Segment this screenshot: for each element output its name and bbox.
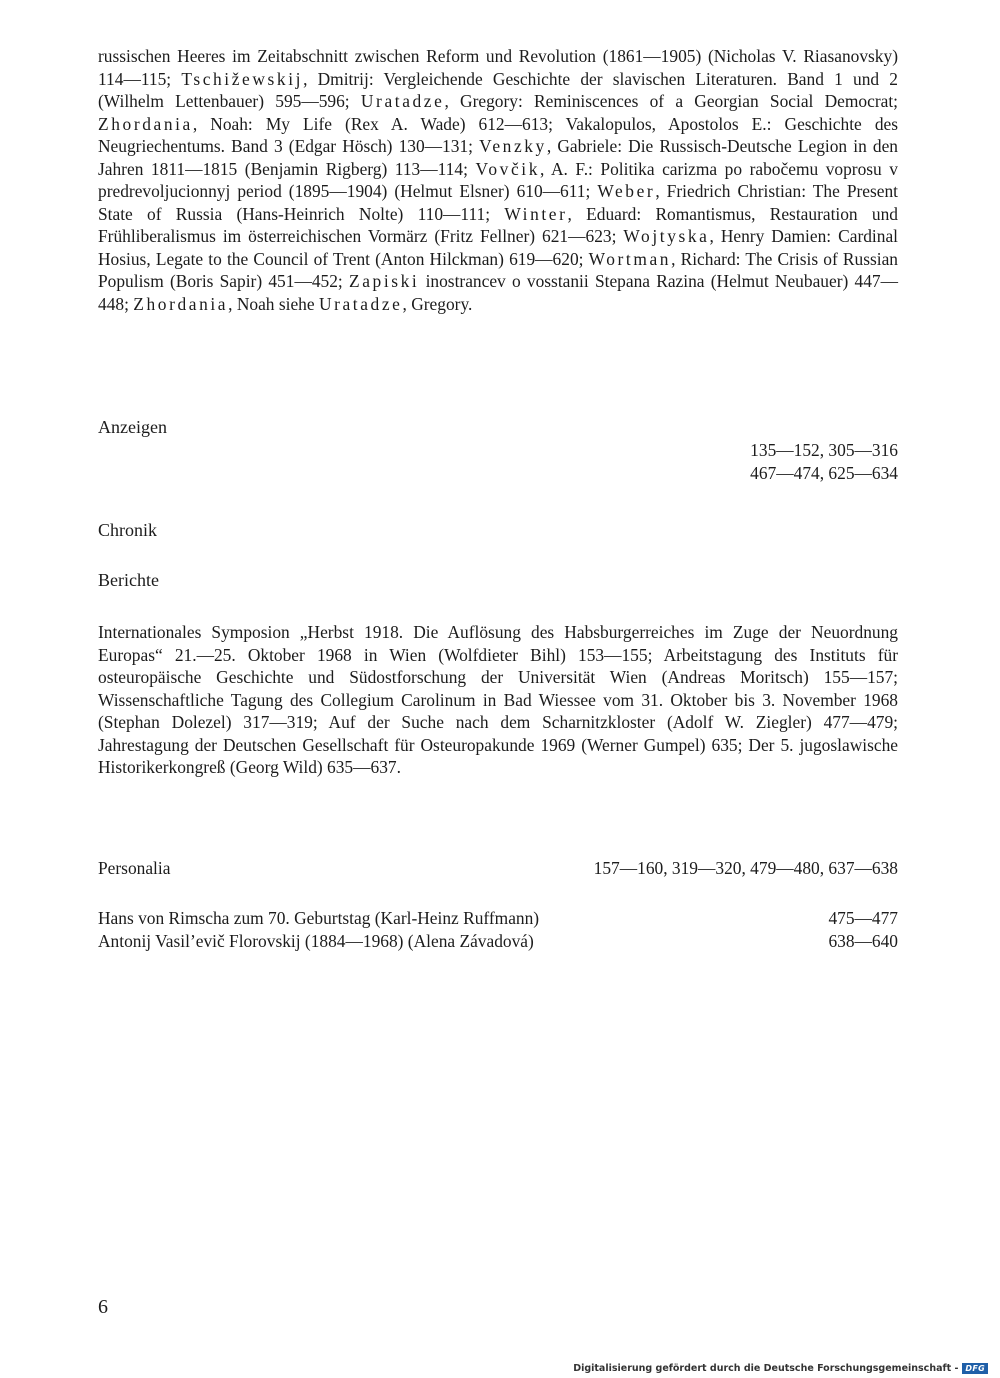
anzeigen-pages-line-1: 135—152, 305—316 — [750, 440, 898, 460]
author-name-spaced: Zhordania — [133, 293, 229, 314]
author-name-spaced: Uratadze — [318, 293, 403, 314]
review-entry-text: , A. F.: Politika carizma po rabočemu voprosu v predrevoljucionnyj period (1895—1904) (Helmut Elsner) 610—611; — [98, 158, 898, 201]
review-entry-text: , Richard: The Crisis of Russian Populism (Boris Sapir) 451—452; — [98, 248, 898, 291]
author-name-spaced: Weber — [597, 181, 656, 201]
author-name-spaced: Venzky — [479, 136, 547, 156]
author-name-spaced: Tschižewskij — [181, 68, 304, 89]
review-entry-text: , Gabriele: Die Russisch-Deutsche Legion in den Jahren 1811—1815 (Benjamin Rigberg) 113—114; — [98, 136, 898, 179]
author-name-spaced: Winter — [504, 203, 568, 224]
review-entry-text: , Friedrich Christian: The Present State of Russia (Hans-Heinrich Nolte) 110—111; — [98, 181, 899, 224]
review-entry-text: inostrancev o vosstanii Stepana Razina (Helmut Neubauer) 447—448; — [98, 271, 898, 314]
dfg-logo-icon: DFG — [962, 1363, 988, 1374]
berichte-paragraph: Internationales Symposion „Herbst 1918. Die Auflösung des Habsburgerreiches im Zuge der Neuordnung Europas“ 21.—25. Oktober 1968 in Wien (Wolfdieter Bihl) 153—155; Arbeitstagung des Instituts für osteuropäische Geschichte und Südostforschung der Universität Wien (Andreas Moritsch) 155—157; Wissenschaftliche Tagung des Collegium Carolinum in Bad Wiessee vom 31. Oktober bis 3. November 1968 (Stephan Dolezel) 317—319; Auf der Suche nach dem Scharnitzkloster (Adolf W. Ziegler) 477—479; Jahrestagung der Deutschen Gesellschaft für Osteuropakunde 1969 (Werner Gumpel) 635; Der 5. jugoslawische Historikerkongreß (Georg Wild) 635—637. — [98, 622, 898, 777]
anzeigen-pages — [750, 439, 898, 484]
author-name-spaced: Uratadze — [360, 91, 445, 111]
personalia-label: Personalia — [98, 858, 171, 878]
review-entry-text: , Gregory. — [402, 293, 473, 314]
review-entry-text: russischen Heeres im Zeitabschnitt zwischen Reform und Revolution (1861—1905) (Nicholas V. Riasanovsky) 114—115; — [98, 46, 898, 89]
review-index-paragraph — [98, 45, 898, 315]
section-heading-anzeigen: Anzeigen — [98, 417, 167, 437]
author-name-spaced: Wortman — [588, 248, 672, 269]
review-entry-text: , Dmitrij: Vergleichende Geschichte der slavischen Literaturen. Band 1 und 2 (Wilhelm Lettenbauer) 595—596; — [98, 68, 899, 111]
author-name-spaced: Zapiski — [348, 271, 420, 291]
subsection-heading-berichte: Berichte — [98, 570, 159, 590]
section-heading-chronik: Chronik — [98, 520, 158, 540]
anzeigen-pages-line-2: 467—474, 625—634 — [750, 462, 898, 483]
review-entry-text: , Noah: My Life (Rex A. Wade) 612—613; Vakalopulos, Apostolos E.: Geschichte des Neugriechentums. Band 3 (Edgar Hösch) 130—131; — [98, 113, 898, 156]
author-name-spaced: Vovčik — [475, 158, 541, 179]
review-entry-text: , Gregory: Reminiscences of a Georgian Social Democrat; — [444, 91, 899, 111]
author-name-spaced: Wojtyska — [623, 226, 710, 246]
review-entry-text: , Henry Damien: Cardinal Hosius, Legate to the Council of Trent (Anton Hilckman) 619—620; — [98, 226, 899, 269]
page-number: 6 — [98, 1296, 108, 1318]
personalia-entry-pages: 638—640 — [828, 931, 898, 951]
personalia-entry-title: Antonij Vasil’evič Florovskij (1884—1968) (Alena Závadová) — [98, 931, 534, 951]
personalia-entry-title: Hans von Rimscha zum 70. Geburtstag (Karl-Heinz Ruffmann) — [98, 908, 540, 928]
review-entry-text: , Noah siehe — [228, 293, 319, 314]
personalia-entry-pages: 475—477 — [828, 908, 898, 928]
review-entry-text: , Eduard: Romantismus, Restauration und Frühliberalismus im österreichischen Vormärz (Fritz Fellner) 621—623; — [98, 203, 898, 246]
author-name-spaced: Zhordania — [98, 113, 193, 134]
personalia-pages: 157—160, 319—320, 479—480, 637—638 — [593, 858, 898, 878]
digitization-footer — [573, 1361, 988, 1375]
footer-credit-text: Digitalisierung gefördert durch die Deutsche Forschungsgemeinschaft - — [573, 1362, 959, 1374]
